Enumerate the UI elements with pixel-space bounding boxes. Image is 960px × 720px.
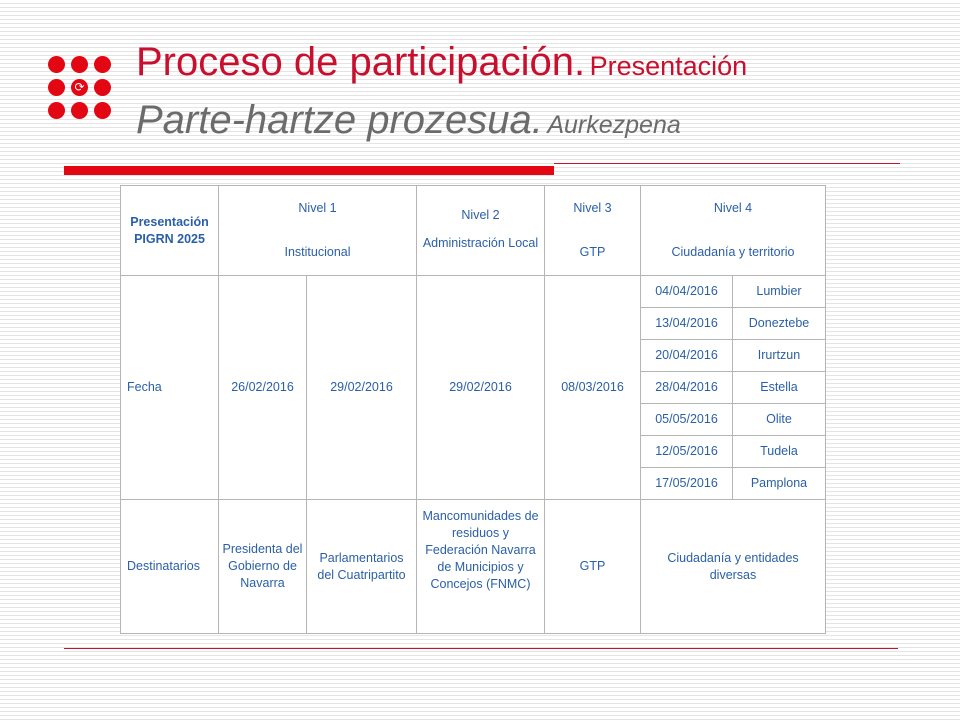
nivel2-sub: Administración Local [422,236,539,250]
divider-thick [64,166,554,175]
logo-dot [94,79,111,96]
session-place: Tudela [733,436,826,468]
title-eu-main: Parte-hartze prozesua. [136,98,543,142]
nivel2-header [417,186,545,276]
nivel3-sub: GTP [545,231,641,276]
title-es-main: Proceso de participación. [136,40,586,84]
session-place: Doneztebe [733,308,826,340]
session-place: Lumbier [733,276,826,308]
destinatarios-nivel2: Mancomunidades de residuos y Federación Navarra de Municipios y Concejos (FNMC) [417,500,545,634]
session-date: 20/04/2016 [641,340,733,372]
logo-dot [94,56,111,73]
fecha-nivel3: 08/03/2016 [545,276,641,500]
nivel2-name: Nivel 2 [461,208,500,222]
destinatarios-nivel1-b: Parlamentarios del Cuatripartito [307,500,417,634]
page-title-es [136,40,747,85]
fecha-nivel2: 29/02/2016 [417,276,545,500]
logo [48,56,112,120]
session-date: 12/05/2016 [641,436,733,468]
session-date: 13/04/2016 [641,308,733,340]
fecha-nivel1-a: 26/02/2016 [219,276,307,500]
nivel1-name: Nivel 1 [219,186,417,231]
logo-dot [94,102,111,119]
session-place: Olite [733,404,826,436]
schedule-table [120,185,826,634]
logo-dot [71,102,88,119]
nivel4-name: Nivel 4 [641,186,826,231]
session-date: 05/05/2016 [641,404,733,436]
nivel4-sub: Ciudadanía y territorio [641,231,826,276]
title-es-sub: Presentación [589,51,748,81]
destinatarios-nivel4: Ciudadanía y entidades diversas [641,500,826,634]
destinatarios-label: Destinatarios [121,500,219,634]
page-title-eu [136,98,681,143]
fecha-label: Fecha [121,276,219,500]
session-place: Irurtzun [733,340,826,372]
title-eu-sub: Aurkezpena [547,111,681,139]
logo-dot [48,79,65,96]
fecha-nivel1-b: 29/02/2016 [307,276,417,500]
session-date: 28/04/2016 [641,372,733,404]
divider-thin [554,163,900,164]
session-date: 17/05/2016 [641,468,733,500]
session-place: Estella [733,372,826,404]
corner-label: Presentación PIGRN 2025 [121,186,219,276]
divider-bottom [64,648,898,649]
nivel3-name: Nivel 3 [545,186,641,231]
logo-dot [48,56,65,73]
session-place: Pamplona [733,468,826,500]
session-date: 04/04/2016 [641,276,733,308]
logo-dot [71,56,88,73]
nivel1-sub: Institucional [219,231,417,276]
destinatarios-nivel3: GTP [545,500,641,634]
logo-dot [48,102,65,119]
destinatarios-nivel1-a: Presidenta del Gobierno de Navarra [219,500,307,634]
refresh-arrows-icon: ⟳ [71,79,88,96]
